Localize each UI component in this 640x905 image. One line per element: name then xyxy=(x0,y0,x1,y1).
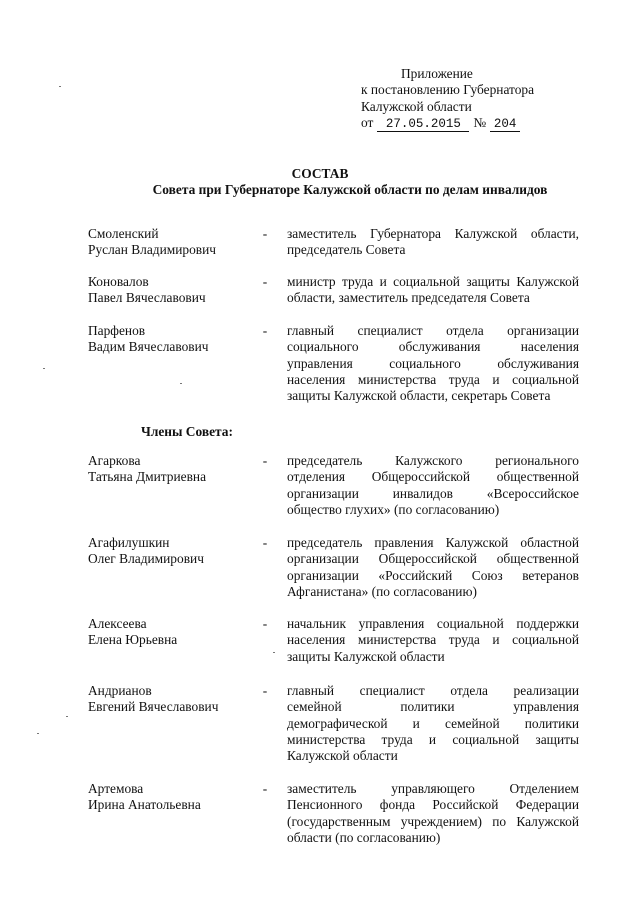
member-role xyxy=(287,323,579,404)
member-given-name: Татьяна Дмитриевна xyxy=(88,469,207,485)
appendix-label: Приложение xyxy=(401,66,473,81)
role-line: защиты Калужской области, секретарь Совета xyxy=(287,388,551,404)
role-line: главный специалист отдела организации xyxy=(287,323,579,338)
member-given-name: Руслан Владимирович xyxy=(88,242,217,258)
role-line: демографической и семейной политики xyxy=(287,715,579,731)
scan-speck xyxy=(59,86,61,87)
role-line: отделения Общероссийской общественной xyxy=(287,469,579,485)
member-role xyxy=(287,453,579,518)
from-label: от xyxy=(361,114,374,130)
role-line: министр труда и социальной защиты Калужской xyxy=(287,274,579,289)
role-line: области (по согласованию) xyxy=(287,829,441,845)
member-surname: Парфенов xyxy=(88,323,146,338)
appendix-decree: к постановлению Губернатора xyxy=(361,82,535,98)
scan-speck xyxy=(273,652,275,653)
member-name xyxy=(88,323,258,356)
role-line: Пенсионного фонда Российской Федерации xyxy=(287,797,579,813)
role-line: главный специалист отдела реализации xyxy=(287,683,579,698)
role-line: населения министерства труда и социальной xyxy=(287,632,579,648)
dash-separator: - xyxy=(262,535,268,550)
role-line: организации Общероссийской общественной xyxy=(287,551,579,567)
dash-separator: - xyxy=(262,323,268,338)
appendix-header xyxy=(361,66,571,132)
document-title: СОСТАВ xyxy=(291,166,349,181)
document-subtitle: Совета при Губернаторе Калужской области по делам инвалидов xyxy=(152,182,548,197)
role-line: области, заместитель председателя Совета xyxy=(287,290,530,306)
role-line: защиты Калужской области xyxy=(287,648,445,664)
decree-number: 204 xyxy=(490,117,520,132)
role-line: председатель Совета xyxy=(287,242,406,258)
member-given-name: Евгений Вячеславович xyxy=(88,699,219,715)
dash-separator: - xyxy=(262,453,268,468)
role-line: социального обслуживания населения xyxy=(287,339,579,355)
member-given-name: Вадим Вячеславович xyxy=(88,339,209,355)
appendix-date-number-line xyxy=(361,115,571,132)
member-given-name: Ирина Анатольевна xyxy=(88,797,201,813)
number-label: № xyxy=(473,114,487,130)
role-line: управления социального обслуживания xyxy=(287,355,579,371)
role-line: председатель Калужского регионального xyxy=(287,453,579,468)
role-line: общество глухих» (по согласованию) xyxy=(287,501,500,517)
decree-date: 27.05.2015 xyxy=(377,117,469,132)
member-given-name: Елена Юрьевна xyxy=(88,632,178,648)
role-line: председатель правления Калужской областной xyxy=(287,535,579,550)
scan-speck xyxy=(66,716,68,717)
member-role xyxy=(287,274,579,307)
dash-separator: - xyxy=(262,274,268,289)
member-surname: Алексеева xyxy=(88,616,147,631)
role-line: населения министерства труда и социальной xyxy=(287,371,579,387)
dash-separator: - xyxy=(262,683,268,698)
member-role xyxy=(287,616,579,665)
dash-separator: - xyxy=(262,226,268,241)
member-given-name: Олег Владимирович xyxy=(88,551,204,567)
member-role xyxy=(287,226,579,259)
member-name xyxy=(88,683,258,716)
member-name xyxy=(88,781,258,814)
role-line: организации «Российский Союз ветеранов xyxy=(287,567,579,583)
member-name xyxy=(88,453,258,486)
member-name xyxy=(88,274,258,307)
role-line: заместитель Губернатора Калужской области, xyxy=(287,226,579,241)
member-role xyxy=(287,781,579,846)
member-name xyxy=(88,616,258,649)
member-name xyxy=(88,535,258,568)
role-line: начальник управления социальной поддержки xyxy=(287,616,579,631)
scan-speck xyxy=(180,383,182,384)
member-surname: Андрианов xyxy=(88,683,152,698)
role-line: Калужской области xyxy=(287,748,398,764)
role-line: министерства труда и социальной защиты xyxy=(287,731,579,747)
role-line: семейной политики управления xyxy=(287,699,579,715)
scan-speck xyxy=(43,368,45,369)
member-surname: Агаркова xyxy=(88,453,141,468)
member-surname: Агафилушкин xyxy=(88,535,170,550)
member-surname: Артемова xyxy=(88,781,144,796)
role-line: Афганистана» (по согласованию) xyxy=(287,583,477,599)
member-role xyxy=(287,683,579,764)
appendix-region: Калужской области xyxy=(361,98,472,114)
member-surname: Коновалов xyxy=(88,274,149,289)
dash-separator: - xyxy=(262,616,268,631)
member-given-name: Павел Вячеславович xyxy=(88,290,206,306)
members-heading: Члены Совета: xyxy=(141,424,233,439)
dash-separator: - xyxy=(262,781,268,796)
member-name xyxy=(88,226,258,259)
role-line: (государственным учреждением) по Калужской xyxy=(287,813,579,829)
scan-speck xyxy=(37,733,39,734)
member-role xyxy=(287,535,579,600)
member-surname: Смоленский xyxy=(88,226,159,241)
role-line: организации инвалидов «Всероссийское xyxy=(287,485,579,501)
role-line: заместитель управляющего Отделением xyxy=(287,781,579,796)
